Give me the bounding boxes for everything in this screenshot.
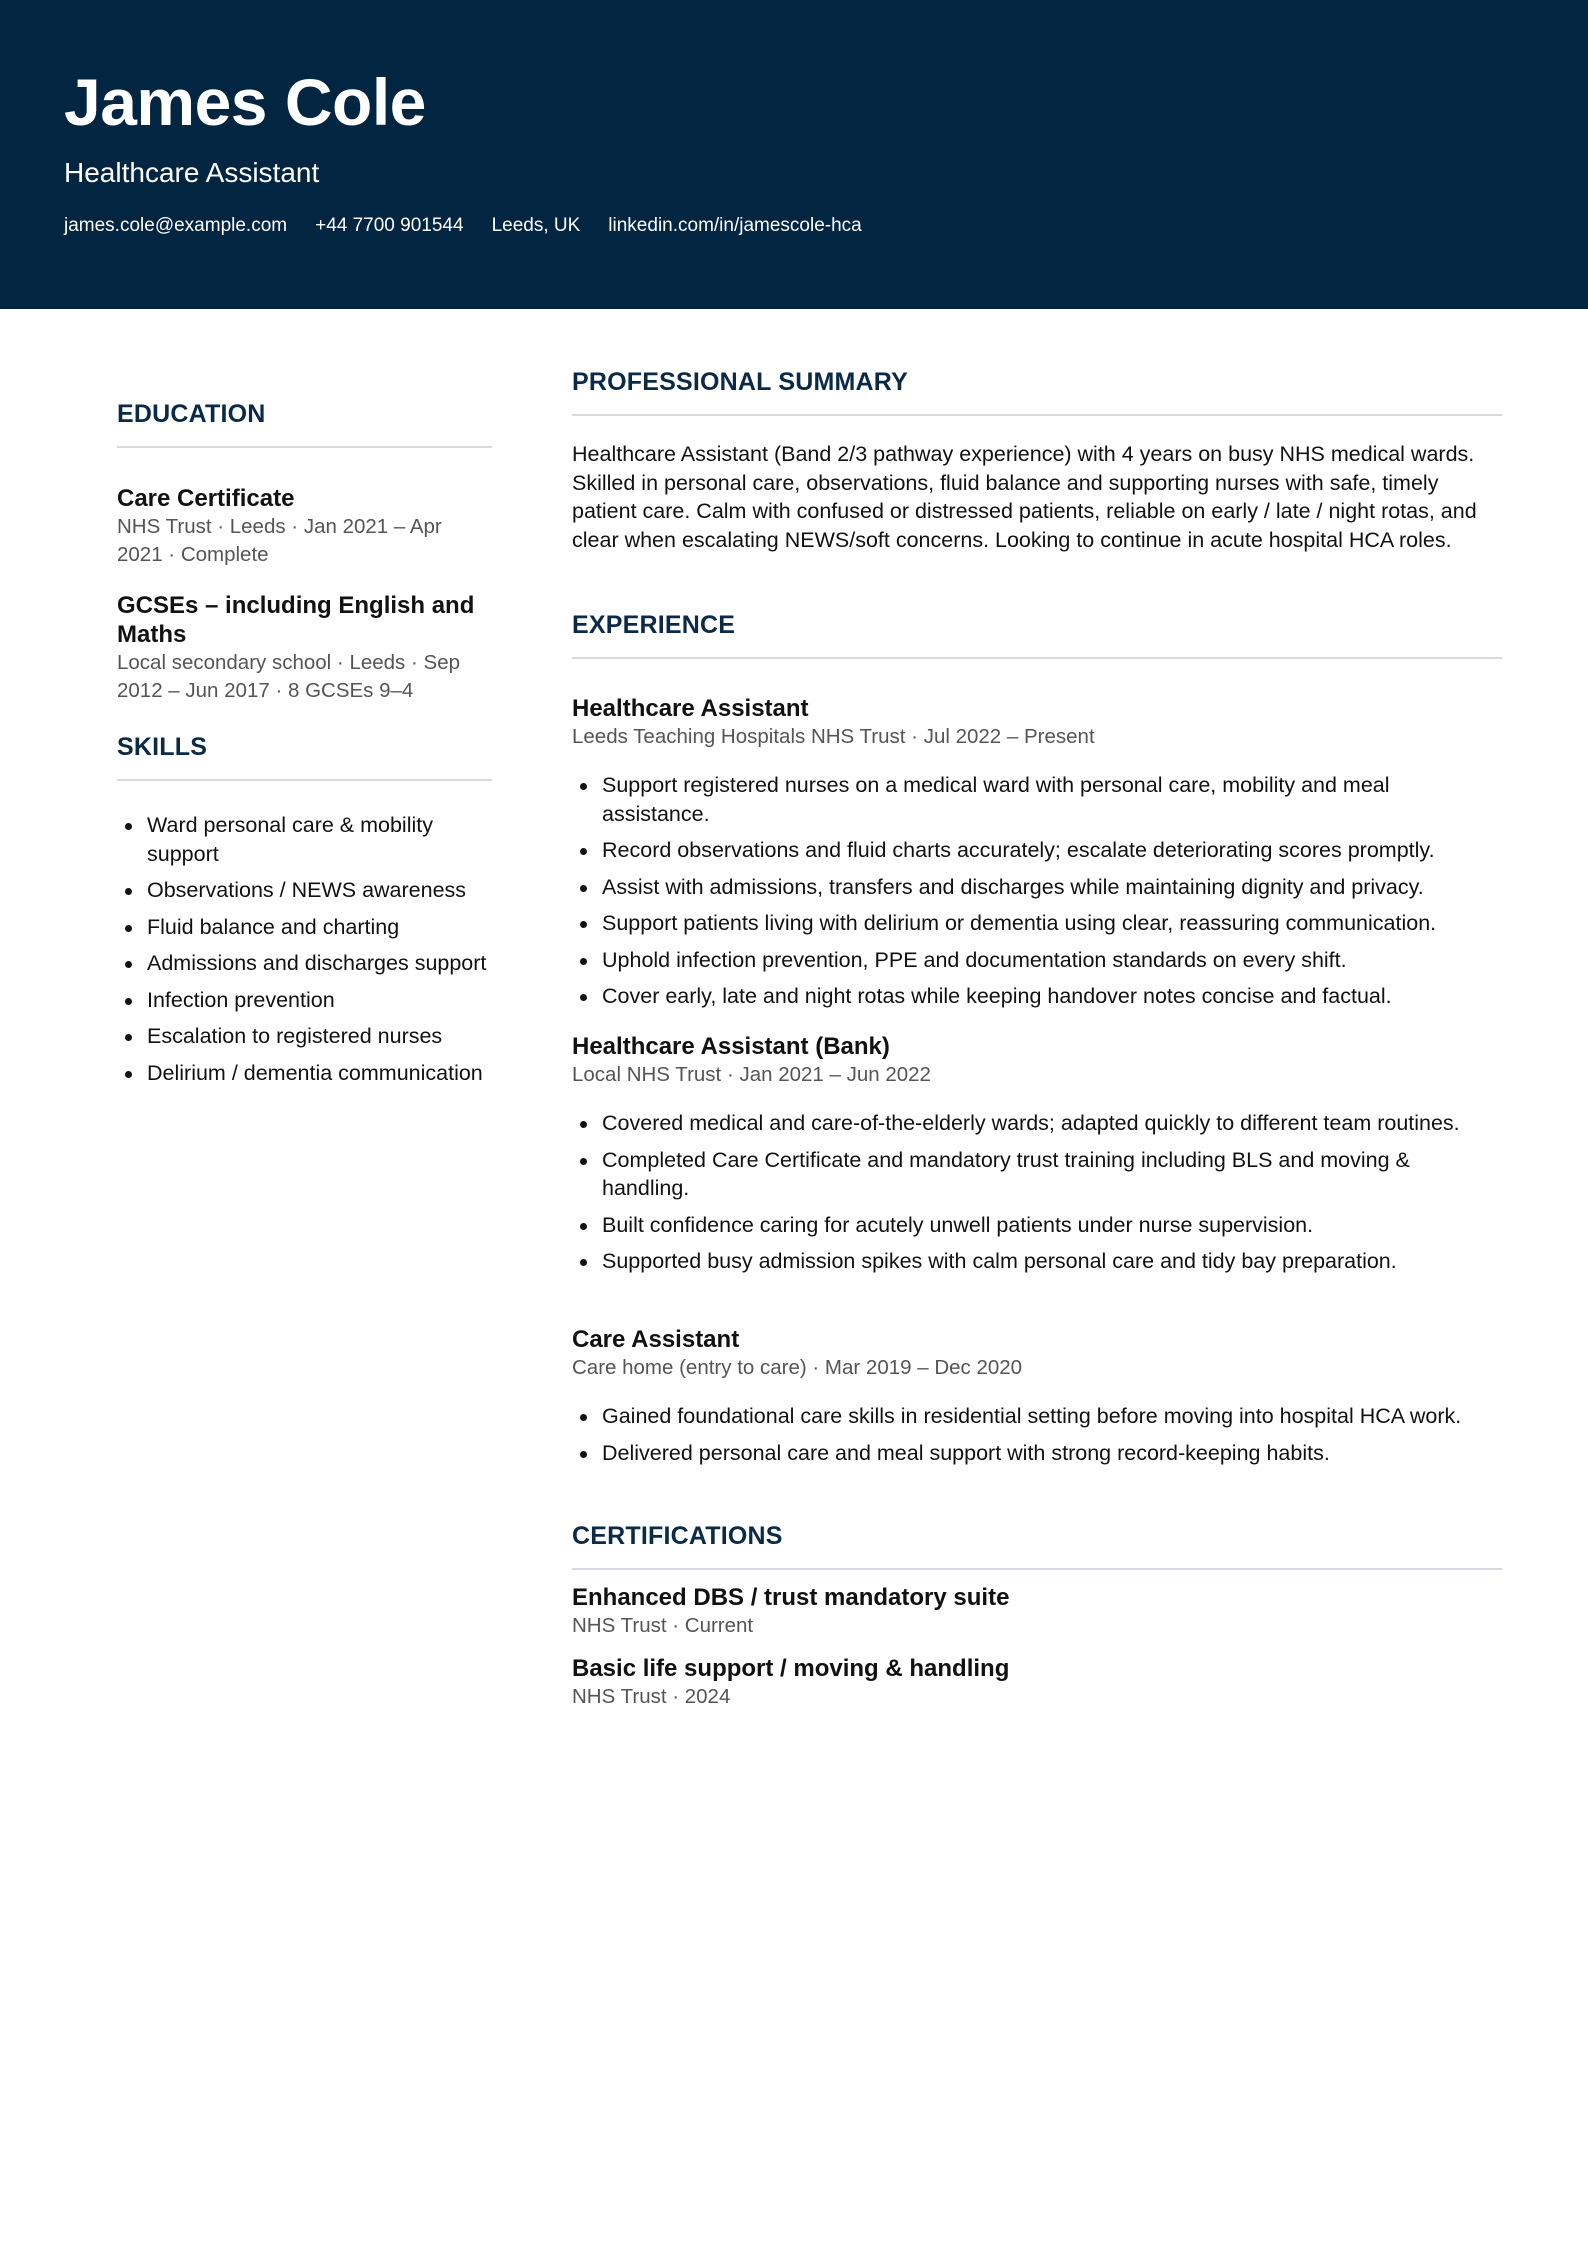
job-bullets xyxy=(572,771,1502,1011)
section-divider xyxy=(572,1568,1502,1570)
job-bullet: Gained foundational care skills in residential setting before moving into hospital HCA work. xyxy=(572,1402,1502,1431)
job-entry xyxy=(572,1325,1502,1475)
skill-item: Ward personal care & mobility support xyxy=(117,811,492,868)
candidate-role: Healthcare Assistant xyxy=(64,157,320,188)
job-role: Healthcare Assistant (Bank) xyxy=(572,1033,890,1060)
job-bullet: Record observations and fluid charts accurately; escalate deteriorating scores promptly. xyxy=(572,836,1502,865)
education-item-name: GCSEs – including English and Maths xyxy=(117,592,475,648)
job-entry xyxy=(572,694,1502,1019)
job-bullet: Delivered personal care and meal support with strong record-keeping habits. xyxy=(572,1439,1502,1468)
summary-heading: PROFESSIONAL SUMMARY xyxy=(572,368,908,396)
certifications-section xyxy=(572,1520,1502,1570)
job-role: Healthcare Assistant xyxy=(572,695,809,722)
skill-item: Admissions and discharges support xyxy=(117,949,492,978)
certifications-heading: CERTIFICATIONS xyxy=(572,1522,783,1550)
job-entry xyxy=(572,1032,1502,1284)
skill-item: Delirium / dementia communication xyxy=(117,1059,492,1088)
skills-heading: SKILLS xyxy=(117,733,208,761)
job-bullet: Covered medical and care-of-the-elderly wards; adapted quickly to different team routines. xyxy=(572,1109,1502,1138)
certification-name: Basic life support / moving & handling xyxy=(572,1655,1010,1682)
experience-section xyxy=(572,609,1502,659)
skill-item: Fluid balance and charting xyxy=(117,913,492,942)
education-item-meta: NHS Trust · Leeds · Jan 2021 – Apr 2021 · Complete xyxy=(117,515,442,566)
education-item xyxy=(117,484,492,569)
job-bullets xyxy=(572,1402,1502,1467)
experience-heading: EXPERIENCE xyxy=(572,611,736,639)
job-bullet: Built confidence caring for acutely unwell patients under nurse supervision. xyxy=(572,1211,1502,1240)
section-divider xyxy=(572,414,1502,416)
linkedin-link[interactable]: linkedin.com/in/jamescole-hca xyxy=(608,215,862,236)
skill-item: Observations / NEWS awareness xyxy=(117,876,492,905)
section-divider xyxy=(117,446,492,448)
section-divider xyxy=(572,657,1502,659)
skills-list xyxy=(117,811,492,1087)
job-meta: Local NHS Trust · Jan 2021 – Jun 2022 xyxy=(572,1063,931,1086)
candidate-name: James Cole xyxy=(64,65,426,139)
location-text: Leeds, UK xyxy=(491,215,581,236)
certification-item xyxy=(572,1654,1502,1711)
certification-meta: NHS Trust · Current xyxy=(572,1614,754,1637)
job-bullet: Supported busy admission spikes with calm personal care and tidy bay preparation. xyxy=(572,1247,1502,1276)
job-meta: Care home (entry to care) · Mar 2019 – Dec 2020 xyxy=(572,1356,1023,1379)
skills-list-wrap xyxy=(117,811,492,1095)
education-item-name: Care Certificate xyxy=(117,485,295,512)
job-bullet: Uphold infection prevention, PPE and documentation standards on every shift. xyxy=(572,946,1502,975)
contact-list xyxy=(64,213,862,239)
education-item xyxy=(117,591,492,705)
skill-item: Infection prevention xyxy=(117,986,492,1015)
education-item-meta: Local secondary school · Leeds · Sep 2012 – Jun 2017 · 8 GCSEs 9–4 xyxy=(117,651,461,702)
job-bullet: Completed Care Certificate and mandatory trust training including BLS and moving & handling. xyxy=(572,1146,1502,1203)
skill-item: Escalation to registered nurses xyxy=(117,1022,492,1051)
resume-header xyxy=(0,0,1588,309)
job-bullet: Support registered nurses on a medical ward with personal care, mobility and meal assistance. xyxy=(572,771,1502,828)
summary-section xyxy=(572,366,1502,416)
job-role: Care Assistant xyxy=(572,1326,740,1353)
education-section xyxy=(117,398,492,448)
certification-item xyxy=(572,1583,1502,1640)
skills-section xyxy=(117,731,492,781)
job-meta: Leeds Teaching Hospitals NHS Trust · Jul 2022 – Present xyxy=(572,725,1095,748)
section-divider xyxy=(117,779,492,781)
certification-meta: NHS Trust · 2024 xyxy=(572,1685,731,1708)
job-bullet: Assist with admissions, transfers and discharges while maintaining dignity and privacy. xyxy=(572,873,1502,902)
job-bullet: Cover early, late and night rotas while keeping handover notes concise and factual. xyxy=(572,982,1502,1011)
job-bullet: Support patients living with delirium or dementia using clear, reassuring communication. xyxy=(572,909,1502,938)
certification-name: Enhanced DBS / trust mandatory suite xyxy=(572,1584,1010,1611)
phone-number: +44 7700 901544 xyxy=(315,215,464,236)
summary-text: Healthcare Assistant (Band 2/3 pathway experience) with 4 years on busy NHS medical wards. Skilled in personal care, observations, fluid balance and supporting nurses with safe, timely patient care. Calm with confused or distressed patients, reliable on early / late / night rotas, and clear when escalating NEWS/soft concerns. Looking to continue in acute hospital HCA roles. xyxy=(572,442,1477,552)
education-heading: EDUCATION xyxy=(117,400,266,428)
job-bullets xyxy=(572,1109,1502,1276)
email-link[interactable]: james.cole@example.com xyxy=(64,215,288,236)
